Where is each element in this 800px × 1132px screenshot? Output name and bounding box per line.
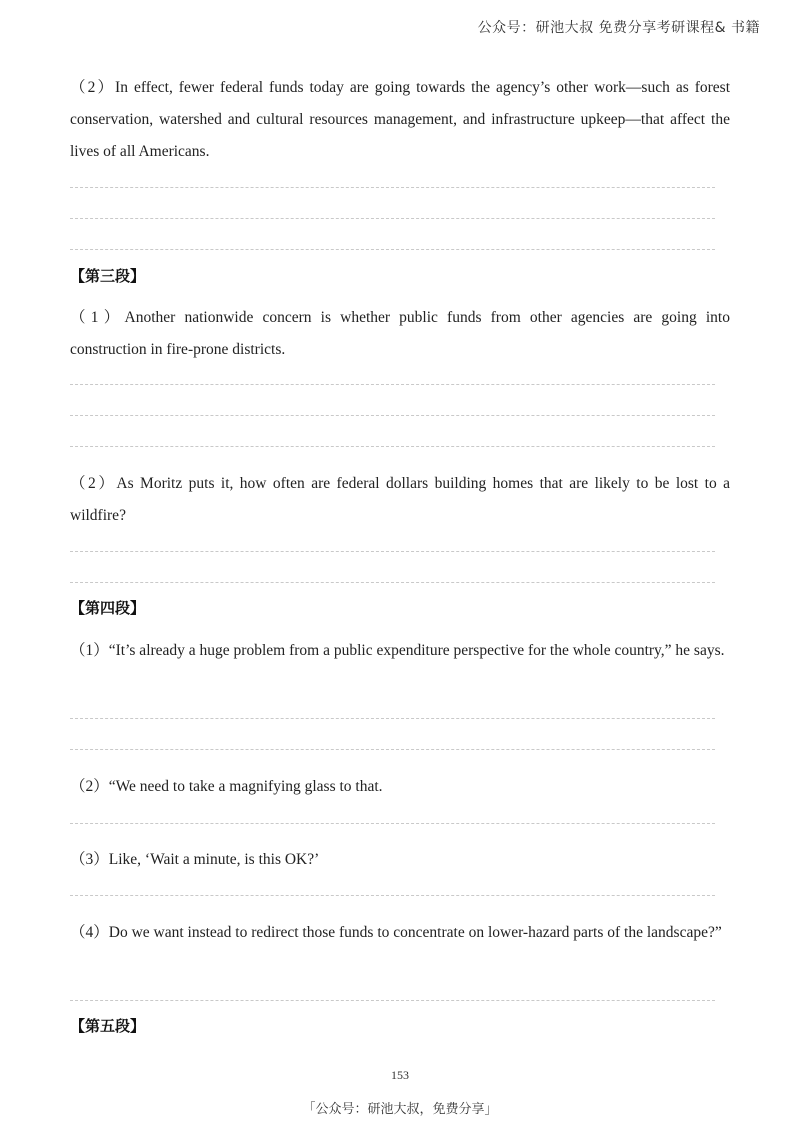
answer-line bbox=[70, 187, 715, 188]
answer-line bbox=[70, 415, 715, 416]
answer-line bbox=[70, 895, 715, 896]
answer-line bbox=[70, 582, 715, 583]
header-watermark-note: 公众号：研池大叔 免费分享考研课程& 书籍 bbox=[477, 20, 760, 36]
paragraph-4-sentence-3: （3）Like, ‘Wait a minute, is this OK?’ bbox=[70, 851, 320, 868]
footer-watermark-note: 「公众号：研池大叔，免费分享」 bbox=[302, 1102, 498, 1117]
answer-line bbox=[70, 749, 715, 750]
answer-line bbox=[70, 446, 715, 447]
section-heading-paragraph-5: 【第五段】 bbox=[70, 1017, 146, 1035]
paragraph-4-sentence-2: （2）“We need to take a magnifying glass to that. bbox=[70, 778, 383, 795]
paragraph-2-sentence-2: （2）In effect, fewer federal funds today are going towards the agency’s other work—such as forest conservation, watershed and cultural resources management, and infrastructure upkeep—that affect the lives of all Americans. bbox=[70, 79, 730, 160]
paragraph-3-sentence-1: （1）Another nationwide concern is whether public funds from other agencies are going into construction in fire-prone districts. bbox=[70, 309, 730, 358]
section-heading-paragraph-3: 【第三段】 bbox=[70, 267, 146, 285]
answer-line bbox=[70, 1000, 715, 1001]
paragraph-4-sentence-4: （4）Do we want instead to redirect those funds to concentrate on lower-hazard parts of the landscape?” bbox=[70, 924, 722, 941]
paragraph-3-sentence-2: （2）As Moritz puts it, how often are federal dollars building homes that are likely to be lost to a wildfire? bbox=[70, 475, 730, 524]
answer-line bbox=[70, 718, 715, 719]
answer-line bbox=[70, 551, 715, 552]
answer-line bbox=[70, 384, 715, 385]
page-number: 153 bbox=[391, 1068, 409, 1082]
answer-line bbox=[70, 249, 715, 250]
answer-line bbox=[70, 823, 715, 824]
answer-line bbox=[70, 218, 715, 219]
section-heading-paragraph-4: 【第四段】 bbox=[70, 599, 146, 617]
paragraph-4-sentence-1: （1）“It’s already a huge problem from a public expenditure perspective for the whole country,” he says. bbox=[70, 642, 725, 659]
